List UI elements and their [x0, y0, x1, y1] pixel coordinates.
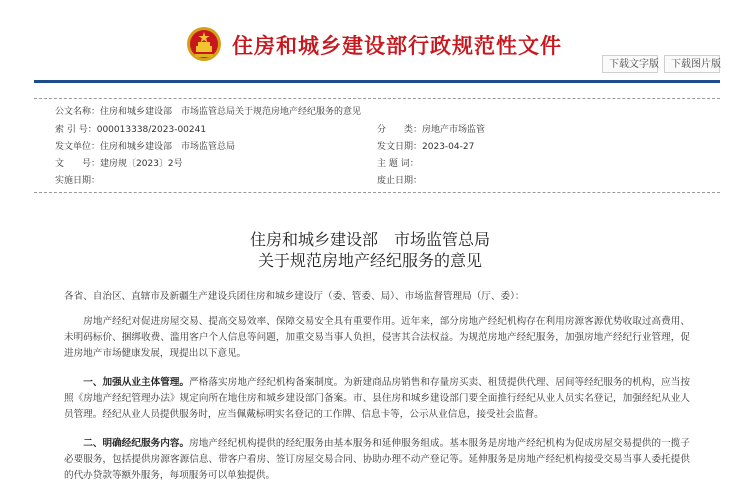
meta-row-name [55, 104, 695, 120]
national-emblem-icon [186, 26, 222, 62]
meta-row-number [55, 156, 695, 172]
section-2-heading: 二、明确经纪服务内容。 [83, 438, 190, 449]
metadata-bottom-divider [34, 192, 720, 193]
page-header [0, 0, 740, 80]
doc-name-value: 住房和城乡建设部 市场监管总局关于规范房地产经纪服务的意见 [100, 107, 362, 117]
meta-row-dates [55, 173, 695, 189]
site-title: 住房和城乡建设部行政规范性文件 [232, 34, 562, 58]
serial-label: 索 引 号： [55, 125, 97, 135]
issuer-label: 发文单位： [55, 142, 101, 152]
doc-number-value: 建房规〔2023〕2号 [100, 159, 183, 169]
section-1-heading: 一、加强从业主体管理。 [83, 377, 190, 388]
serial-value: 000013338/2023-00241 [96, 125, 207, 135]
doc-number-label: 文 号： [55, 159, 101, 169]
section-2-paragraph [64, 436, 690, 484]
meta-row-serial [55, 122, 695, 138]
category-label: 分 类： [377, 125, 423, 135]
header-divider [34, 80, 720, 83]
doc-name-label: 公文名称： [55, 107, 101, 117]
category-value: 房地产市场监管 [422, 125, 486, 135]
section-1-text: 严格落实房地产经纪机构备案制度。为新建商品房销售和存量房买卖、租赁提供代理、居间等经纪服务的机构，应当按照《房地产经纪管理办法》规定向所在地住房和城乡建设部门备案。市、县住房和城乡建设部门要全面推行经纪从业人员实名登记，加强经纪从业人员管理。经纪从业人员提供服务时，应当佩戴标明实名登记的工作牌、信息卡等，公示从业信息，接受社会监督。 [64, 377, 691, 420]
effective-date-label: 实施日期： [55, 176, 101, 186]
issuer-value: 住房和城乡建设部 市场监管总局 [100, 142, 236, 152]
download-image-button[interactable]: 下载图片版 [664, 55, 720, 73]
meta-row-issuer [55, 139, 695, 155]
section-2-text: 房地产经纪机构提供的经纪服务由基本服务和延伸服务组成。基本服务是房地产经纪机构为促成房屋交易提供的一揽子必要服务，包括提供房源客源信息、带客户看房、签订房屋交易合同、协助办理不动产登记等。延伸服务是房地产经纪机构接受交易当事人委托提供的代办贷款等额外服务，每项服务可以单独提供。 [64, 438, 691, 481]
salutation: 各省、自治区、直辖市及新疆生产建设兵团住房和城乡建设厅（委、管委、局）、市场监督管理局（厅、委）： [64, 291, 525, 302]
issue-date-label: 发文日期： [377, 142, 423, 152]
section-1-paragraph [64, 375, 690, 423]
issue-date-value: 2023-04-27 [422, 142, 475, 152]
intro-paragraph: 房地产经纪对促进房屋交易、提高交易效率、保障交易安全具有重要作用。近年来，部分房地产经纪机构存在利用房源客源优势收取过高费用、未明码标价、捆绑收费、滥用客户个人信息等问题，加重交易当事人负担，侵害其合法权益。为规范房地产经纪服务，加强房地产经纪行业管理，促进房地产市场健康发展，现提出以下意见。 [64, 316, 690, 359]
download-text-button[interactable]: 下载文字版 [602, 55, 658, 73]
subject-label: 主 题 词： [377, 159, 419, 169]
doc-title-line-1: 住房和城乡建设部 市场监管总局 [249, 230, 490, 249]
metadata-top-divider [34, 98, 720, 99]
doc-title-line-2: 关于规范房地产经纪服务的意见 [257, 251, 482, 270]
repeal-date-label: 废止日期： [377, 176, 423, 186]
